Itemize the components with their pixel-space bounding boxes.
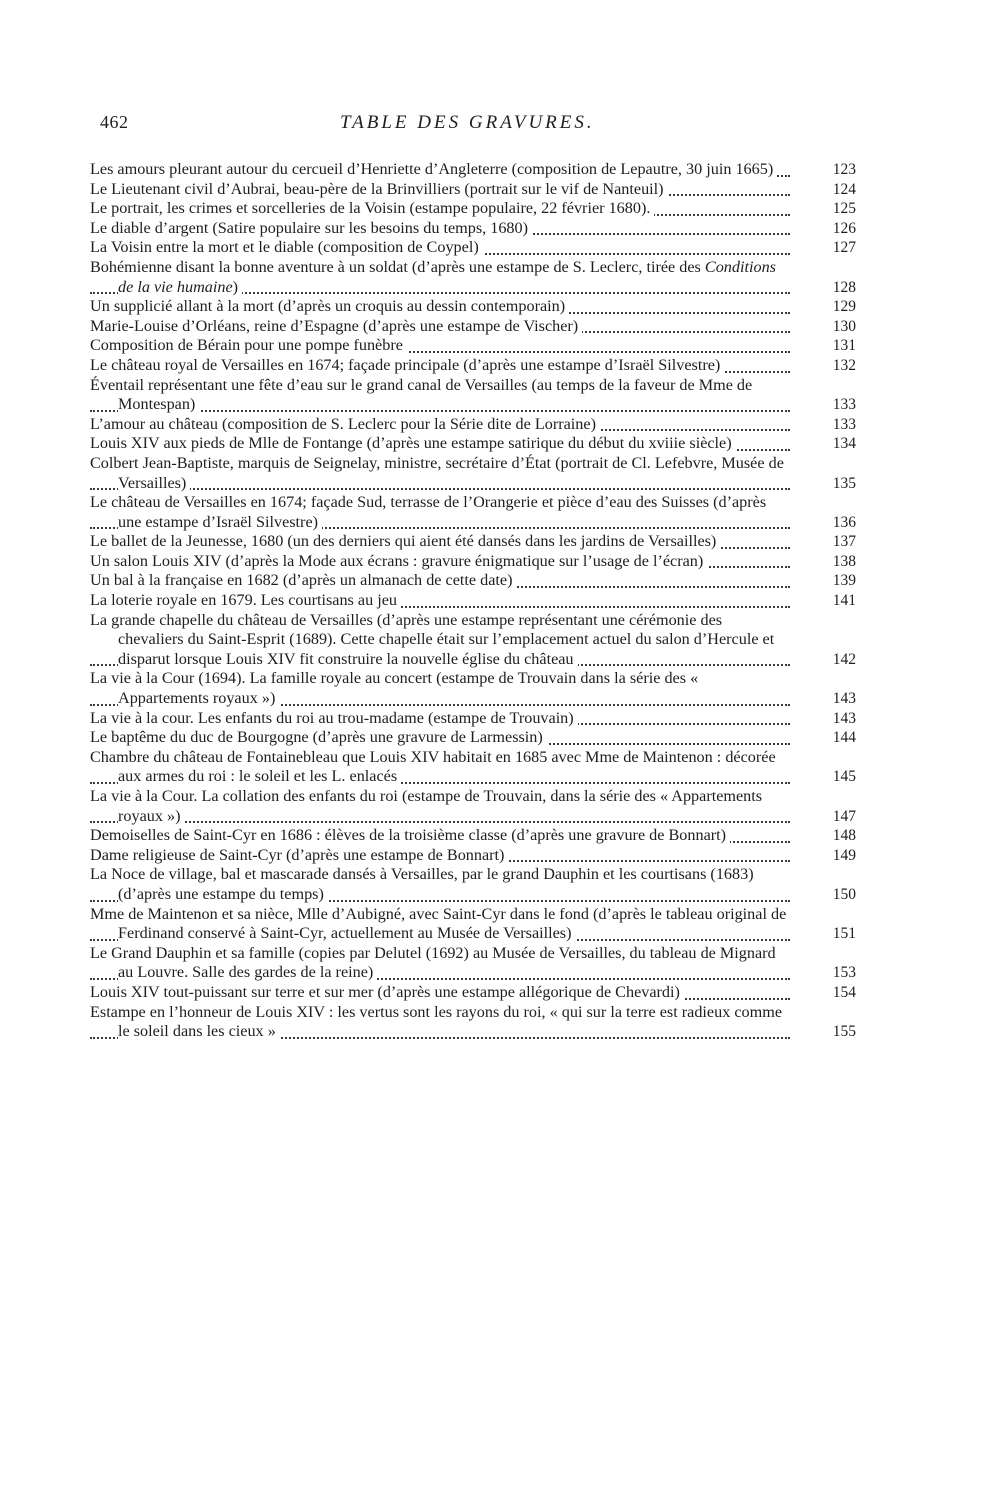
entry-page-number: 137 bbox=[832, 533, 856, 551]
entry-text: Le diable d’argent (Satire populaire sur les besoins du temps, 1680) bbox=[90, 219, 532, 237]
entry-text: La vie à la cour. Les enfants du roi au trou-madame (estampe de Trouvain) bbox=[90, 709, 578, 727]
toc-entry bbox=[90, 219, 856, 239]
entry-text: Le Grand Dauphin et sa famille (copies par Delutel (1692) au Musée de Versailles, du tableau de Mignard au Louvre. Salle des gardes de la reine) bbox=[90, 943, 776, 982]
entry-text: Le château de Versailles en 1674; façade Sud, terrasse de l’Orangerie et pièce d’eau des Suisses (d’après une estampe d’Israël Silvestre) bbox=[90, 493, 767, 531]
entry-caption bbox=[90, 219, 790, 239]
toc-entry bbox=[90, 865, 856, 904]
dot-leader bbox=[90, 486, 790, 490]
dot-leader bbox=[90, 819, 790, 823]
toc-entry bbox=[90, 258, 856, 297]
entry-text: Demoiselles de Saint-Cyr en 1686 : élèves de la troisième classe (d’après une gravure de Bonnart) bbox=[90, 826, 730, 844]
toc-entry bbox=[90, 669, 856, 708]
entry-page-number: 126 bbox=[832, 219, 856, 237]
entry-text: Chambre du château de Fontainebleau que Louis XIV habitait en 1685 avec Mme de Maintenon : décorée aux armes du roi : le soleil et les L. enlacés bbox=[90, 747, 776, 786]
entry-text: Éventail représentant une fête d’eau sur le grand canal de Versailles (au temps de la faveur de Mme de Montespan) bbox=[90, 375, 753, 414]
toc-entry bbox=[90, 434, 856, 454]
entry-page-number: 123 bbox=[832, 161, 856, 178]
entry-caption bbox=[90, 591, 790, 611]
toc-entry bbox=[90, 297, 856, 317]
entry-text: Mme de Maintenon et sa nièce, Mlle d’Aubigné, avec Saint-Cyr dans le fond (d’après le tableau original de Ferdinand conservé à Saint-Cyr, actuellement au Musée de Versailles) bbox=[90, 904, 787, 943]
toc-entry bbox=[90, 317, 856, 337]
entry-page-number: 143 bbox=[832, 709, 856, 727]
entry-page-number: 135 bbox=[832, 474, 856, 492]
entry-text: La grande chapelle du château de Versailles (d’après une estampe représentant une cérémonie des chevaliers du Saint-Esprit (1689). Cette chapelle était sur l’emplacement actuel du salon d’Hercule et disparut lorsque Louis XIV fit construire la nouvelle église du château bbox=[90, 610, 775, 668]
entry-page-number: 132 bbox=[832, 356, 856, 374]
entry-page-number: 124 bbox=[832, 180, 856, 198]
entry-page-number: 142 bbox=[832, 650, 856, 668]
toc-entry bbox=[90, 336, 856, 356]
page-number: 462 bbox=[100, 112, 129, 132]
entry-page-number: 148 bbox=[832, 827, 856, 845]
entry-caption bbox=[90, 238, 790, 258]
entry-page-number: 154 bbox=[832, 983, 856, 1001]
entry-caption bbox=[90, 728, 790, 748]
toc-entry bbox=[90, 748, 856, 787]
page-header bbox=[100, 112, 820, 142]
entry-italic-title: Conditions de la vie humaine bbox=[118, 257, 776, 296]
entry-caption bbox=[90, 532, 790, 552]
entry-text: Le portrait, les crimes et sorcelleries de la Voisin (estampe populaire, 22 février 1680). bbox=[90, 199, 654, 217]
entry-page-number: 125 bbox=[832, 200, 856, 218]
entry-text: Un supplicié allant à la mort (d’après un croquis au dessin contemporain) bbox=[90, 297, 569, 315]
entry-text: Bohémienne disant la bonne aventure à un soldat (d’après une estampe de S. Leclerc, tirée des Conditions de la vie humaine) bbox=[90, 257, 776, 296]
entry-page-number: 138 bbox=[832, 552, 856, 570]
entry-page-number: 149 bbox=[832, 846, 856, 864]
entry-caption bbox=[90, 180, 790, 200]
toc-entry bbox=[90, 1003, 856, 1042]
entry-page-number: 131 bbox=[832, 337, 856, 355]
entry-text: Un bal à la française en 1682 (d’après un almanach de cette date) bbox=[90, 571, 516, 589]
entry-caption bbox=[90, 199, 790, 219]
entry-caption bbox=[90, 297, 790, 317]
toc-entry bbox=[90, 376, 856, 415]
entry-page-number: 145 bbox=[832, 768, 856, 786]
entry-text: La vie à la Cour. La collation des enfants du roi (estampe de Trouvain, dans la série des « Appartements royaux ») bbox=[90, 787, 763, 825]
entry-page-number: 128 bbox=[832, 278, 856, 296]
entry-page-number: 153 bbox=[832, 964, 856, 982]
entry-page-number: 129 bbox=[832, 298, 856, 316]
toc-entry bbox=[90, 180, 856, 200]
toc-entry bbox=[90, 454, 856, 493]
entry-caption bbox=[90, 336, 790, 356]
entry-caption bbox=[90, 434, 790, 454]
entry-page-number: 143 bbox=[832, 690, 856, 708]
entry-page-number: 133 bbox=[832, 396, 856, 414]
entry-text: Le château royal de Versailles en 1674; façade principale (d’après une estampe d’Israël Silvestre) bbox=[90, 356, 724, 374]
toc-entry bbox=[90, 728, 856, 748]
entry-caption bbox=[90, 826, 790, 846]
entry-page-number: 127 bbox=[832, 239, 856, 257]
toc-entry bbox=[90, 199, 856, 219]
toc-entry bbox=[90, 591, 856, 611]
entry-caption bbox=[90, 571, 790, 591]
toc-entry bbox=[90, 709, 856, 729]
entry-page-number: 151 bbox=[832, 925, 856, 943]
entry-text: L’amour au château (composition de S. Leclerc pour la Série dite de Lorraine) bbox=[90, 415, 600, 433]
toc-entry bbox=[90, 493, 856, 532]
entry-text: Les amours pleurant autour du cercueil d’Henriette d’Angleterre (composition de Lepautre, 30 juin 1665) bbox=[90, 160, 777, 178]
entry-page-number: 155 bbox=[832, 1023, 856, 1041]
entry-text: Un salon Louis XIV (d’après la Mode aux écrans : gravure énigmatique sur l’usage de l’écran) bbox=[90, 552, 707, 570]
toc-entry bbox=[90, 944, 856, 983]
entry-caption bbox=[90, 709, 790, 729]
entry-caption bbox=[90, 846, 790, 866]
entry-caption bbox=[90, 317, 790, 337]
entry-page-number: 133 bbox=[832, 415, 856, 433]
toc-entry bbox=[90, 532, 856, 552]
entry-text: Colbert Jean-Baptiste, marquis de Seignelay, ministre, secrétaire d’État (portrait de Cl. Lefebvre, Musée de Versailles) bbox=[90, 453, 784, 492]
entry-text: Le ballet de la Jeunesse, 1680 (un des derniers qui aient été dansés dans les jardins de Versailles) bbox=[90, 532, 720, 550]
entry-text-after: ) bbox=[232, 277, 239, 296]
entry-page-number: 144 bbox=[832, 729, 856, 747]
entry-page-number: 139 bbox=[832, 572, 856, 590]
entry-text: La Noce de village, bal et mascarade dansés à Versailles, par le grand Dauphin et les courtisans (1683) (d’après une estampe du temps) bbox=[90, 865, 754, 903]
toc-entry bbox=[90, 415, 856, 435]
toc-entry bbox=[90, 571, 856, 591]
entry-text: La loterie royale en 1679. Les courtisans au jeu bbox=[90, 591, 401, 609]
entry-caption bbox=[90, 983, 790, 1003]
entry-text: Estampe en l’honneur de Louis XIV : les vertus sont les rayons du roi, « qui sur la terre est radieux comme le soleil dans les cieux » bbox=[90, 1002, 782, 1041]
entry-page-number: 147 bbox=[832, 807, 856, 825]
entry-text: Le Lieutenant civil d’Aubrai, beau-père de la Brinvilliers (portrait sur le vif de Nanteuil) bbox=[90, 180, 668, 198]
toc-entry bbox=[90, 356, 856, 376]
entry-page-number: 141 bbox=[832, 592, 856, 610]
running-title: TABLE DES GRAVURES. bbox=[340, 112, 595, 133]
entry-text: Composition de Bérain pour une pompe funèbre bbox=[90, 336, 407, 354]
entry-text: Dame religieuse de Saint-Cyr (d’après une estampe de Bonnart) bbox=[90, 846, 508, 864]
toc-entry bbox=[90, 611, 856, 670]
toc-entry bbox=[90, 552, 856, 572]
toc-entry bbox=[90, 238, 856, 258]
entry-caption bbox=[90, 552, 790, 572]
entry-page-number: 136 bbox=[832, 513, 856, 531]
entry-page-number: 150 bbox=[832, 885, 856, 903]
entry-page-number: 130 bbox=[832, 317, 856, 335]
toc-entry bbox=[90, 846, 856, 866]
entry-text: Louis XIV tout-puissant sur terre et sur mer (d’après une estampe allégorique de Chevardi) bbox=[90, 983, 684, 1001]
entry-caption bbox=[90, 415, 790, 435]
toc-entry bbox=[90, 160, 856, 180]
entry-caption bbox=[90, 611, 790, 670]
entry-text: Marie-Louise d’Orléans, reine d’Espagne (d’après une estampe de Vischer) bbox=[90, 317, 582, 335]
entry-text: La vie à la Cour (1694). La famille royale au concert (estampe de Trouvain dans la série des « Appartements royaux ») bbox=[90, 669, 699, 708]
toc-entry bbox=[90, 787, 856, 826]
entry-text: Louis XIV aux pieds de Mlle de Fontange (d’après une estampe satirique du début du xviiie siècle) bbox=[90, 434, 736, 452]
entry-text: La Voisin entre la mort et le diable (composition de Coypel) bbox=[90, 238, 483, 256]
toc-entry bbox=[90, 905, 856, 944]
entry-caption bbox=[90, 356, 790, 376]
entry-page-number: 134 bbox=[832, 435, 856, 453]
toc-entry bbox=[90, 826, 856, 846]
entry-caption bbox=[90, 160, 790, 180]
toc-entry bbox=[90, 983, 856, 1003]
table-of-engravings bbox=[90, 160, 856, 1042]
entry-text: Le baptême du duc de Bourgogne (d’après une gravure de Larmessin) bbox=[90, 728, 547, 746]
